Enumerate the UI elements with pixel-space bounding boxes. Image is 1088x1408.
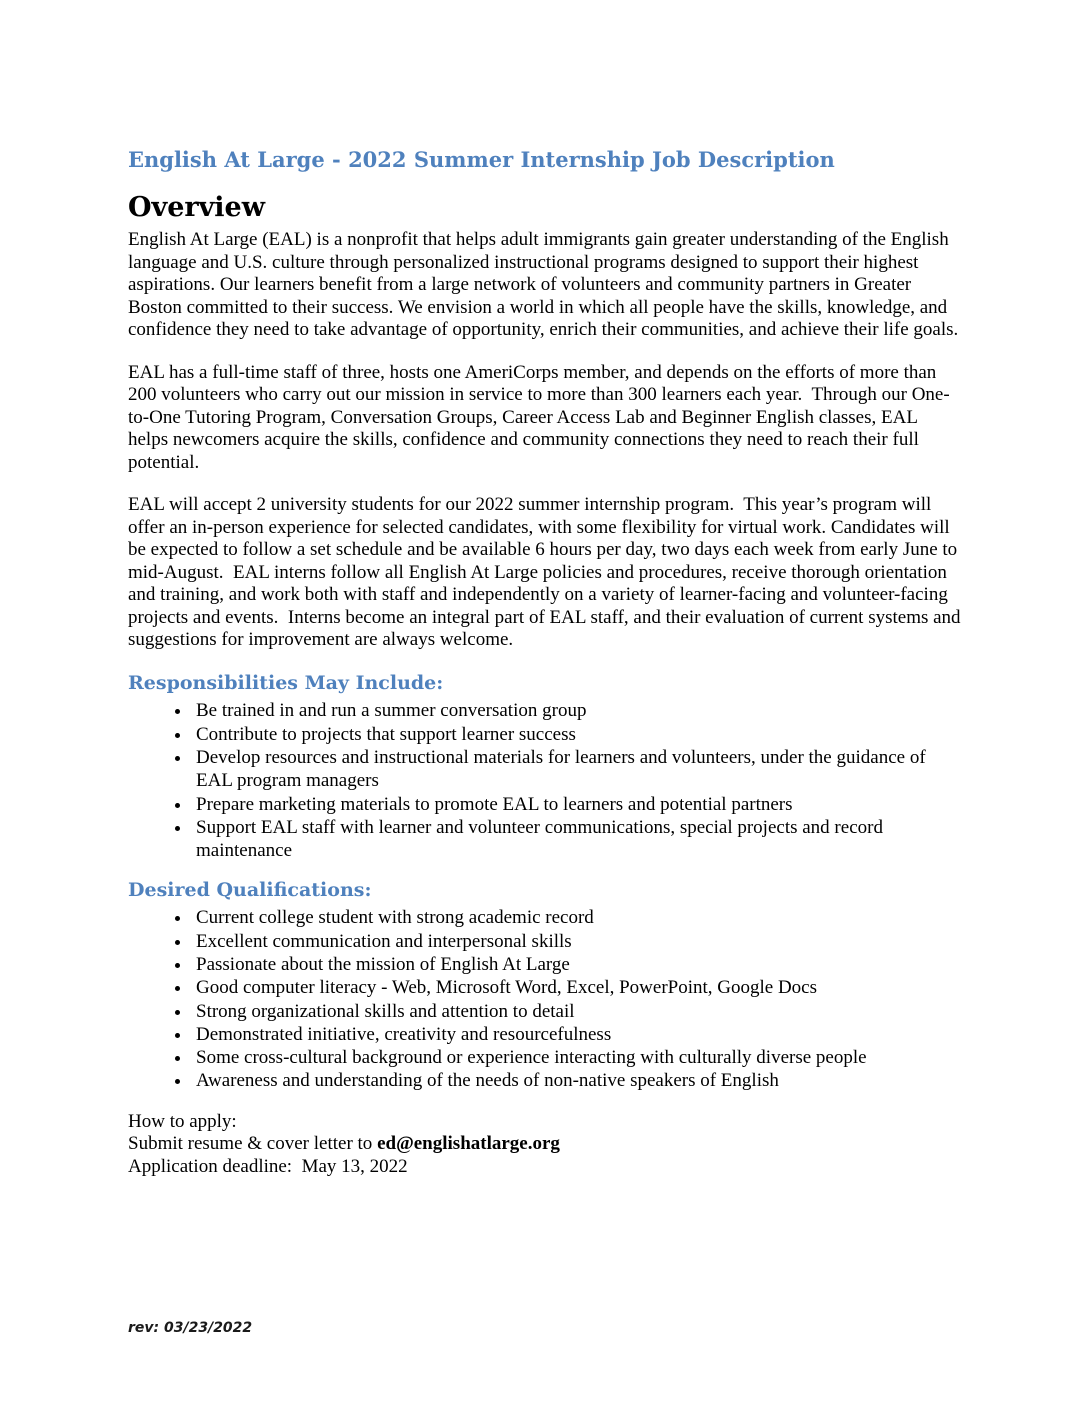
list-item: • Some cross-cultural background or experience interacting with culturally diverse people [192, 1046, 962, 1069]
overview-paragraph-1: English At Large (EAL) is a nonprofit that helps adult immigrants gain greater understanding of the English language and U.S. culture through personalized instructional programs designed to support their highest aspirations. Our learners benefit from a large network of volunteers and community partners in Greater Boston committed to their success. We envision a world in which all people have the skills, knowledge, and confidence they need to take advantage of opportunity, enrich their communities, and achieve their life goals. [128, 229, 959, 341]
responsibilities-list [128, 699, 962, 862]
email-address: ed@englishatlarge.org [377, 1133, 560, 1155]
overview-paragraph-3: EAL will accept 2 university students for our 2022 summer internship program. This year’s program will offer an in-person experience for selected candidates, with some flexibility for virtual work. Candidates will be expected to follow a set schedule and be available 6 hours per day, two days each week from early June to mid-August. EAL interns follow all English At Large policies and procedures, receive thorough orientation and training, and work both with staff and independently on a variety of learner-facing and volunteer-facing projects and events. Interns become an integral part of EAL staff, and their evaluation of current systems and suggestions for improvement are always welcome. [128, 494, 966, 651]
responsibilities-heading: Responsibilities May Include: [128, 671, 444, 694]
document-title: English At Large - 2022 Summer Internship Job Description [128, 147, 835, 172]
how-to-apply-label: How to apply: [128, 1110, 237, 1132]
how-to-apply-section [128, 1111, 962, 1179]
list-item: • Prepare marketing materials to promote EAL to learners and potential partners [192, 793, 962, 816]
list-item: • Contribute to projects that support learner success [192, 723, 962, 746]
qualifications-heading: Desired Qualifications: [128, 878, 372, 901]
list-item: • Support EAL staff with learner and volunteer communications, special projects and record maintenance [192, 816, 962, 863]
qualifications-list [128, 906, 962, 1092]
list-item: • Demonstrated initiative, creativity and resourcefulness [192, 1023, 962, 1046]
submit-instruction-text: Submit resume & cover letter to [128, 1133, 378, 1155]
list-item: • Awareness and understanding of the needs of non-native speakers of English [192, 1069, 962, 1092]
list-item: • Develop resources and instructional materials for learners and volunteers, under the guidance of EAL program managers [192, 746, 962, 793]
application-deadline: Application deadline: May 13, 2022 [128, 1155, 408, 1177]
list-item: • Excellent communication and interpersonal skills [192, 930, 962, 953]
overview-heading: Overview [128, 192, 265, 224]
list-item: • Strong organizational skills and attention to detail [192, 1000, 962, 1023]
list-item: • Passionate about the mission of English At Large [192, 953, 962, 976]
overview-paragraph-2: EAL has a full-time staff of three, hosts one AmeriCorps member, and depends on the efforts of more than 200 volunteers who carry out our mission in service to more than 300 learners each year. Through our One-to-One Tutoring Program, Conversation Groups, Career Access Lab and Beginner English classes, EAL helps newcomers acquire the skills, confidence and community connections they need to reach their full potential. [128, 361, 950, 473]
revision-footer: rev: 03/23/2022 [128, 1320, 253, 1336]
list-item: • Good computer literacy - Web, Microsoft Word, Excel, PowerPoint, Google Docs [192, 976, 962, 999]
list-item: • Be trained in and run a summer conversation group [192, 699, 962, 722]
submit-instruction [128, 1133, 962, 1156]
list-item: • Current college student with strong academic record [192, 906, 962, 929]
